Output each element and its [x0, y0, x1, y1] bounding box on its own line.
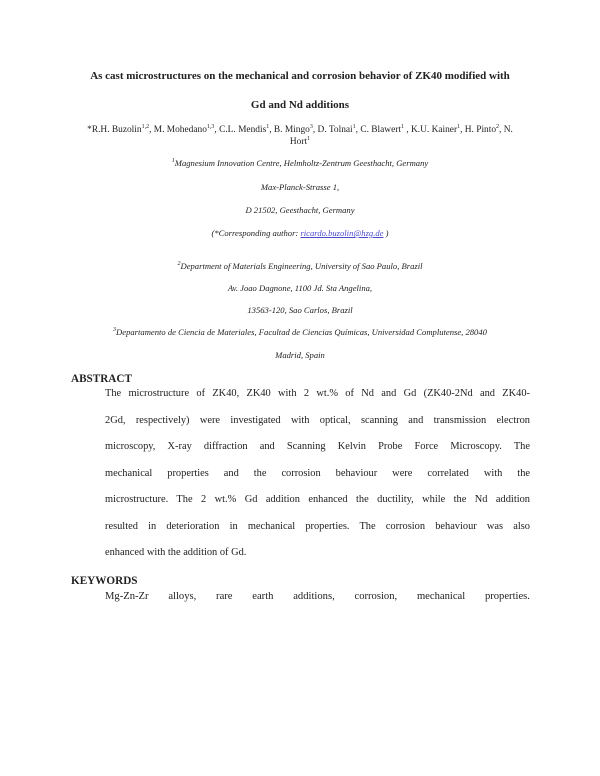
abstract-line: microscopy, X-ray diffraction and Scanning Kelvin Probe Force Microscopy. The	[105, 441, 530, 452]
corresponding-author	[0, 229, 600, 238]
abstract-line: mechanical properties and the corrosion behaviour were correlated with the	[105, 467, 530, 479]
keyword-word: earth	[252, 591, 274, 602]
keyword-word: mechanical	[416, 591, 466, 602]
affiliation-2-street: Av. Joao Dagnone, 1100 Jd. Sta Angelina,	[227, 283, 373, 293]
paper-title-line-2: Gd and Nd additions	[250, 99, 350, 111]
keyword-word: alloys,	[168, 591, 197, 602]
abstract-line: microstructure. The 2 wt.% Gd addition enhanced the ductility, while the Nd addition	[105, 494, 530, 505]
corresponding-author-suffix: )	[383, 228, 389, 238]
abstract-heading: ABSTRACT	[71, 373, 132, 385]
keywords-heading: KEYWORDS	[71, 575, 138, 587]
keywords-line	[105, 591, 530, 602]
abstract-line: 2Gd, respectively) were investigated with optical, scanning and transmission electron	[105, 414, 530, 426]
affiliation-2-city: 13563-120, Sao Carlos, Brazil	[247, 305, 353, 315]
affiliation-3-name: $^3$Departamento de Ciencia de Materiales, Facultad de Ciencias Químicas, Universidad Complutense, 28040	[113, 327, 487, 337]
affiliation-1-name: $^1$Magnesium Innovation Centre, Helmholtz-Zentrum Geesthacht, Germany	[171, 158, 429, 168]
affiliation-3-city: Madrid, Spain	[275, 350, 325, 360]
keyword-word: Mg-Zn-Zr	[105, 591, 149, 602]
keyword-word: additions,	[293, 591, 335, 602]
author-list-line-1: *R.H. Buzolin$^{1,2}$, M. Mohedano$^{1,3}$, C.L. Mendis$^1$, B. Mingo$^3$, D. Tolnai$^1$, C. Blawert$^1$ , K.U. Kainer$^1$, H. Pinto$^2$, N.	[87, 124, 513, 135]
paper-title-line-1: As cast microstructures on the mechanical and corrosion behavior of ZK40 modified with	[90, 70, 510, 82]
keyword-word: properties.	[484, 591, 530, 602]
abstract-body	[105, 388, 530, 574]
corresponding-author-prefix: (*Corresponding author:	[211, 228, 301, 238]
abstract-line: resulted in deterioration in mechanical properties. The corrosion behaviour was also	[105, 520, 530, 532]
keyword-word: corrosion,	[354, 591, 398, 602]
affiliation-1-city: D 21502, Geesthacht, Germany	[245, 205, 355, 215]
affiliation-2-name: $^2$Department of Materials Engineering, University of Sao Paulo, Brazil	[177, 261, 423, 271]
abstract-line: enhanced with the addition of Gd.	[105, 547, 247, 558]
author-list-line-2: Hort$^1$	[289, 136, 311, 147]
affiliation-1-street: Max-Planck-Strasse 1,	[260, 182, 340, 192]
abstract-line: The microstructure of ZK40, ZK40 with 2 wt.% of Nd and Gd (ZK40-2Nd and ZK40-	[105, 388, 530, 399]
keyword-word: rare	[216, 591, 233, 602]
corresponding-author-email-link[interactable]: ricardo.buzolin@hzg.de	[300, 228, 384, 238]
